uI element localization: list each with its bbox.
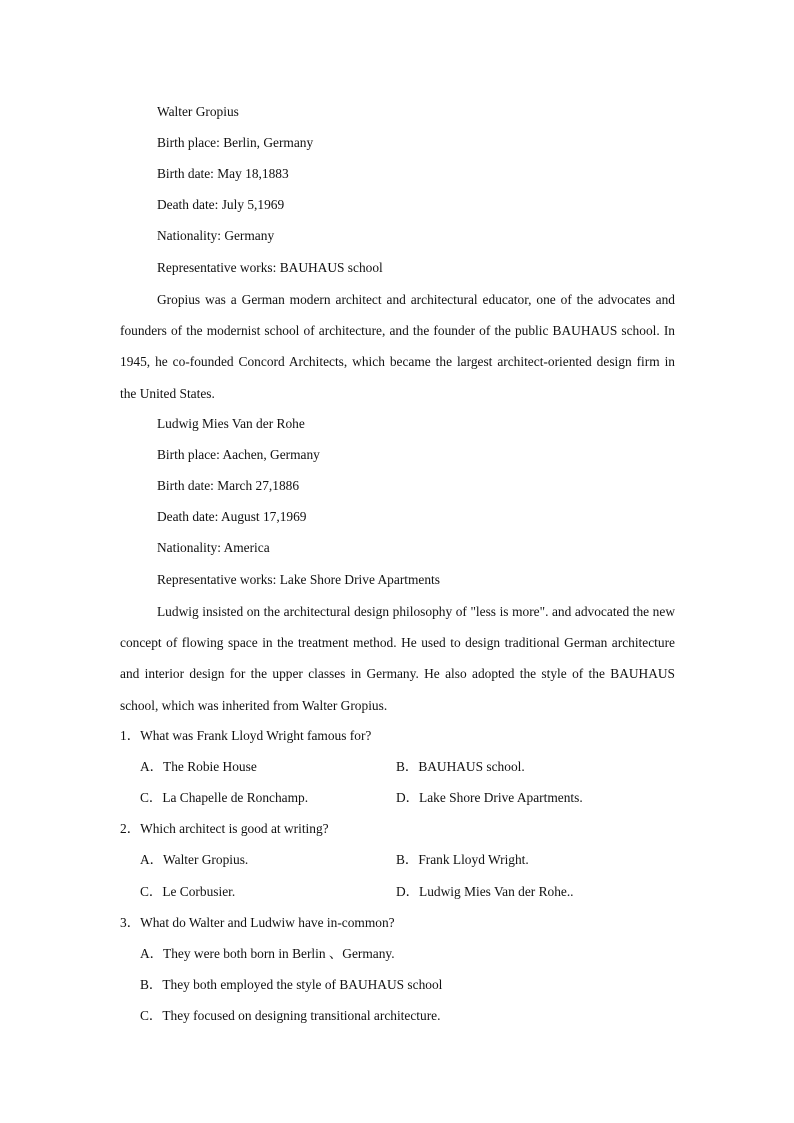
question-2-option-d: D．Ludwig Mies Van der Rohe..	[396, 884, 574, 899]
question-2: 2．Which architect is good at writing?	[120, 821, 329, 836]
gropius-birth-place: Birth place: Berlin, Germany	[157, 135, 314, 150]
question-3-option-c: C．They focused on designing transitional architecture.	[140, 1008, 441, 1023]
question-1-option-b: B．BAUHAUS school.	[396, 759, 525, 774]
question-2-option-a: A．Walter Gropius.	[140, 852, 249, 867]
gropius-death-date: Death date: July 5,1969	[157, 197, 285, 212]
gropius-works: Representative works: BAUHAUS school	[157, 260, 383, 275]
question-1-option-d: D．Lake Shore Drive Apartments.	[396, 790, 583, 805]
mies-death-date: Death date: August 17,1969	[157, 509, 307, 524]
question-1-option-a: A．The Robie House	[140, 759, 257, 774]
mies-birth-date: Birth date: March 27,1886	[157, 478, 300, 493]
mies-paragraph: Ludwig insisted on the architectural design philosophy of "less is more". and advocated the new concept of flowing space in the treatment method. He used to design traditional German architecture and interior design for the upper classes in Germany. He also adopted the style of the BAUHAUS school, which was inherited from Walter Gropius.	[120, 604, 675, 713]
question-1-option-c: C．La Chapelle de Ronchamp.	[140, 790, 309, 805]
mies-works: Representative works: Lake Shore Drive Apartments	[157, 572, 440, 587]
gropius-birth-date: Birth date: May 18,1883	[157, 166, 289, 181]
question-3-option-b: B．They both employed the style of BAUHAUS school	[140, 977, 443, 992]
gropius-paragraph: Gropius was a German modern architect and architectural educator, one of the advocates and founders of the modernist school of architecture, and the founder of the public BAUHAUS school. In 1945, he co-founded Concord Architects, which became the largest architect-oriented design firm in the United States.	[120, 292, 675, 401]
question-3: 3．What do Walter and Ludwiw have in-common?	[120, 915, 395, 930]
mies-name: Ludwig Mies Van der Rohe	[157, 416, 305, 431]
mies-nationality: Nationality: America	[157, 540, 270, 555]
mies-birth-place: Birth place: Aachen, Germany	[157, 447, 320, 462]
gropius-name: Walter Gropius	[157, 104, 239, 119]
question-3-option-a: A．They were both born in Berlin 、Germany.	[140, 946, 395, 961]
gropius-nationality: Nationality: Germany	[157, 228, 275, 243]
question-2-option-c: C．Le Corbusier.	[140, 884, 236, 899]
question-2-option-b: B．Frank Lloyd Wright.	[396, 852, 529, 867]
question-1: 1．What was Frank Lloyd Wright famous for?	[120, 728, 372, 743]
